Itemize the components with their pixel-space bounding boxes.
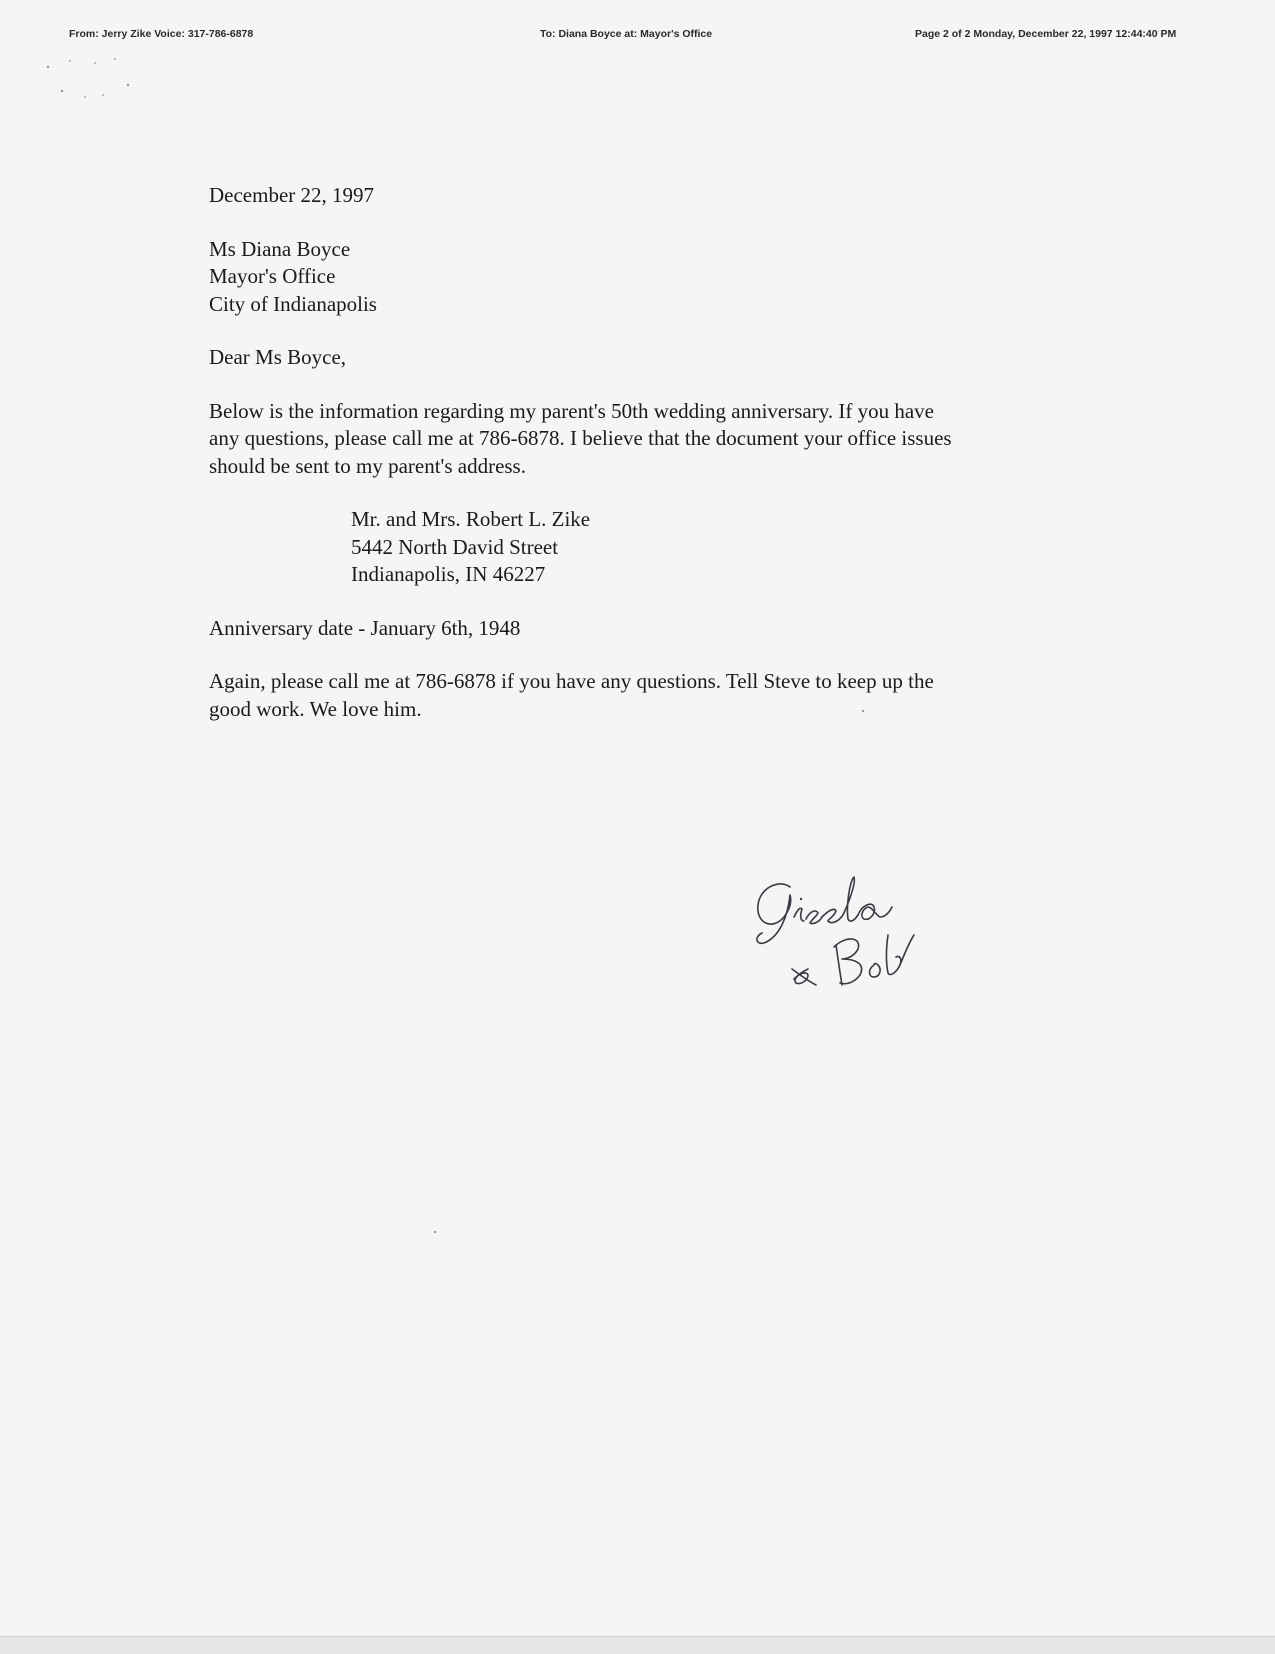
letter-body (209, 182, 1089, 749)
paragraph-line: Below is the information regarding my parent's 50th wedding anniversary. If you have (209, 398, 934, 423)
recipient-office: Mayor's Office (209, 264, 336, 288)
paragraph-line: any questions, please call me at 786-6878. I believe that the document your office issues (209, 426, 952, 450)
paragraph-line: good work. We love him. (209, 696, 422, 721)
parents-street: 5442 North David Street (351, 534, 559, 559)
scan-specks (40, 55, 150, 115)
fax-from-header: From: Jerry Zike Voice: 317-786-6878 (69, 28, 254, 40)
fax-page-info: Page 2 of 2 Monday, December 22, 1997 12:44:40 PM (915, 28, 1177, 40)
scan-speck (862, 710, 864, 712)
paragraph-intro (209, 398, 1089, 481)
anniversary-date: Anniversary date - January 6th, 1948 (209, 615, 521, 640)
paragraph-line: should be sent to my parent's address. (209, 453, 526, 478)
letter-date: December 22, 1997 (209, 183, 375, 207)
parents-name: Mr. and Mrs. Robert L. Zike (351, 507, 591, 531)
scan-speck (434, 1231, 436, 1233)
fax-to-header: To: Diana Boyce at: Mayor's Office (540, 28, 713, 40)
recipient-city: City of Indianapolis (209, 291, 377, 316)
paragraph-line: Again, please call me at 786-6878 if you have any questions. Tell Steve to keep up the (209, 669, 934, 693)
paragraph-closing (209, 668, 1089, 723)
recipient-address (209, 236, 1089, 319)
parents-city-state-zip: Indianapolis, IN 46227 (351, 562, 546, 586)
salutation: Dear Ms Boyce, (209, 345, 347, 369)
parents-address (351, 506, 1089, 589)
recipient-name: Ms Diana Boyce (209, 236, 351, 261)
handwritten-signature (750, 865, 990, 1045)
page-bottom-edge (0, 1636, 1275, 1654)
